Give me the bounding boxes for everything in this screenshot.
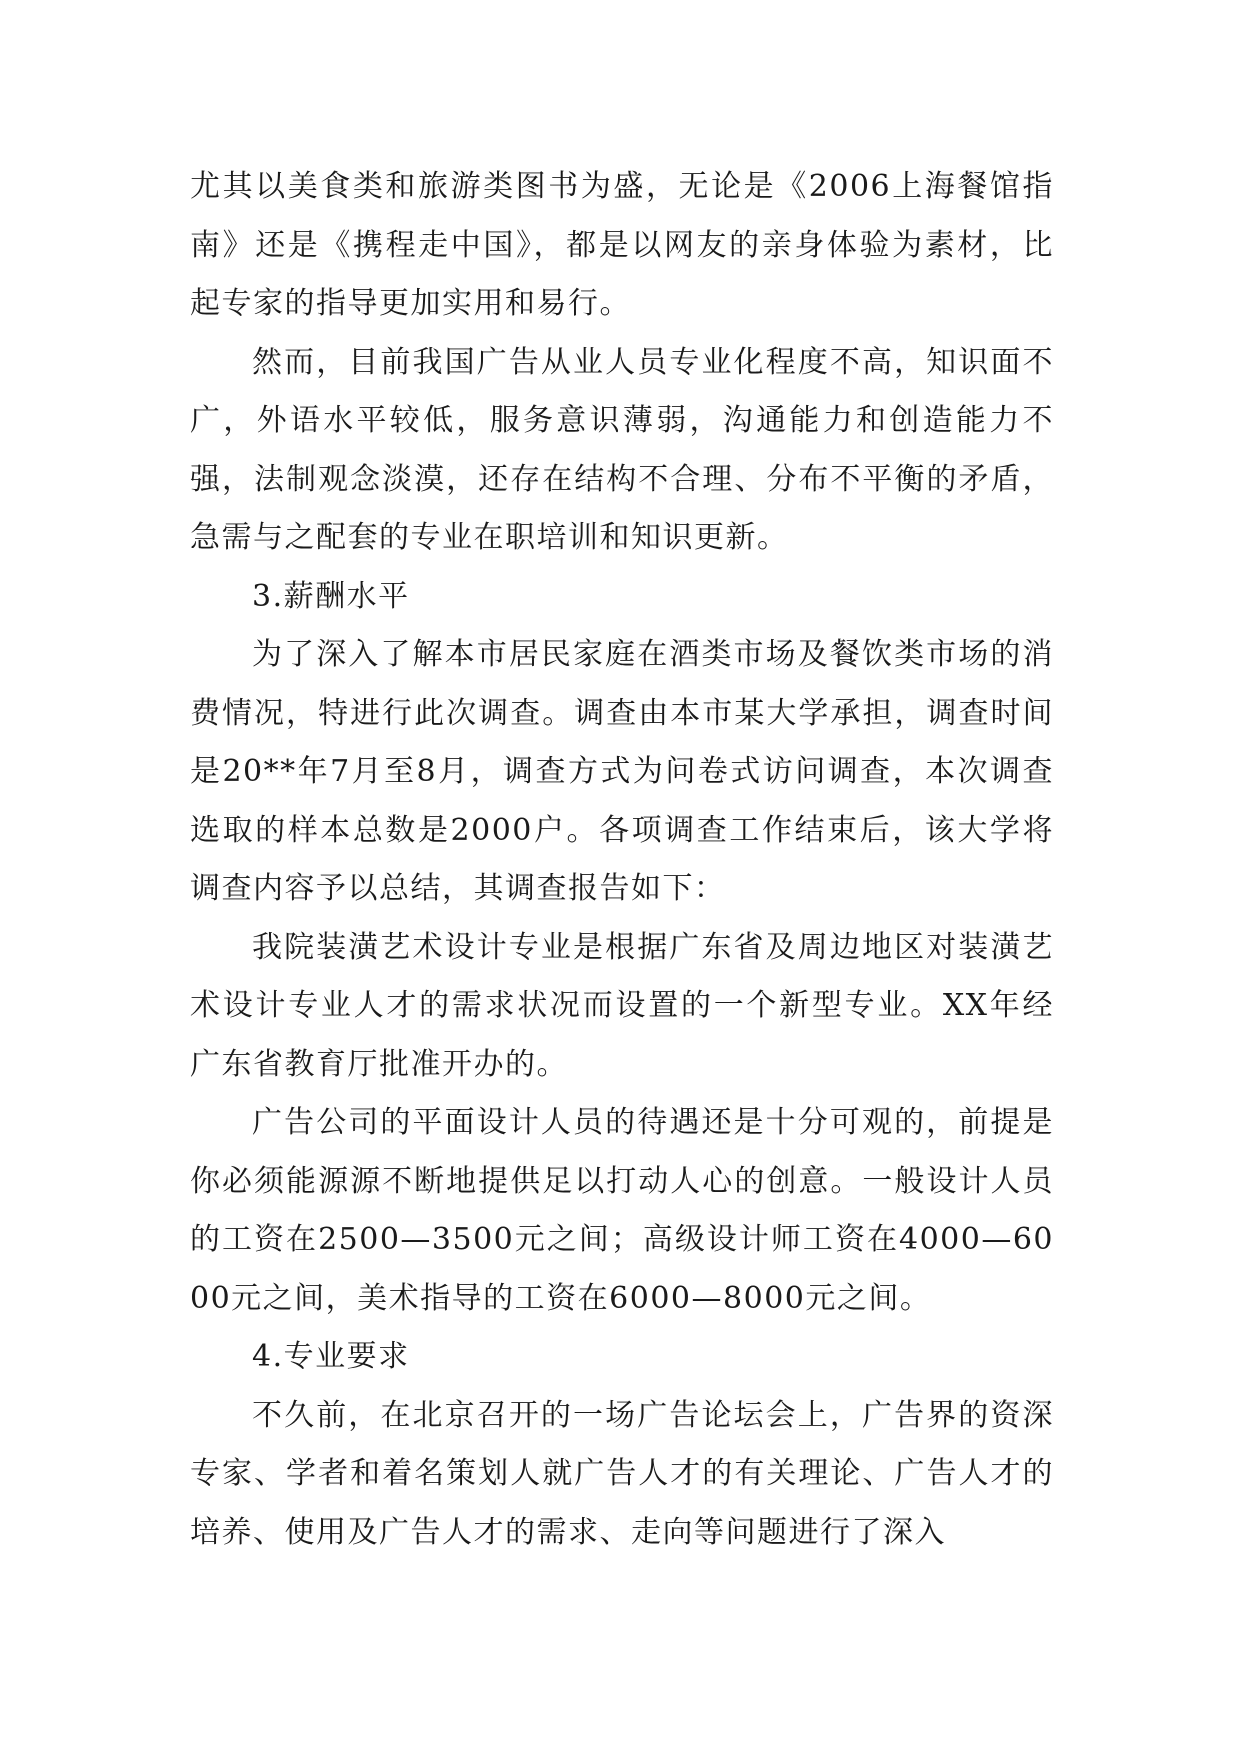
paragraph-ad-staff-problems: 然而，目前我国广告从业人员专业化程度不高，知识面不广，外语水平较低，服务意识薄弱，沟通能力和创造能力不强，法制观念淡漠，还存在结构不合理、分布不平衡的矛盾，急需与之配套的专业在职培训和知识更新。 bbox=[190, 344, 1054, 555]
section-heading-professional-requirements: 4.专业要求 bbox=[252, 1339, 410, 1374]
paragraph-designer-salary: 广告公司的平面设计人员的待遇还是十分可观的，前提是你必须能源源不断地提供足以打动人心的创意。一般设计人员的工资在2500—3500元之间；高级设计师工资在4000—6000元之间，美术指导的工资在6000—8000元之间。 bbox=[190, 1105, 1054, 1316]
paragraph-decoration-major: 我院装潢艺术设计专业是根据广东省及周边地区对装潢艺术设计专业人才的需求状况而设置的一个新型专业。XX年经广东省教育厅批准开办的。 bbox=[190, 929, 1054, 1082]
document-body bbox=[190, 158, 1054, 1562]
section-heading-salary-level: 3.薪酬水平 bbox=[252, 578, 410, 614]
paragraph-survey-intro: 为了深入了解本市居民家庭在酒类市场及餐饮类市场的消费情况，特进行此次调查。调查由本市某大学承担，调查时间是20**年7月至8月，调查方式为问卷式访问调查，本次调查选取的样本总数是2000户。各项调查工作结束后，该大学将调查内容予以总结，其调查报告如下： bbox=[190, 637, 1054, 906]
paragraph-food-travel-books: 尤其以美食类和旅游类图书为盛，无论是《2006上海餐馆指南》还是《携程走中国》，都是以网友的亲身体验为素材，比起专家的指导更加实用和易行。 bbox=[190, 169, 1054, 321]
paragraph-ad-forum: 不久前，在北京召开的一场广告论坛会上，广告界的资深专家、学者和着名策划人就广告人才的有关理论、广告人才的培养、使用及广告人才的需求、走向等问题进行了深入 bbox=[190, 1397, 1054, 1550]
